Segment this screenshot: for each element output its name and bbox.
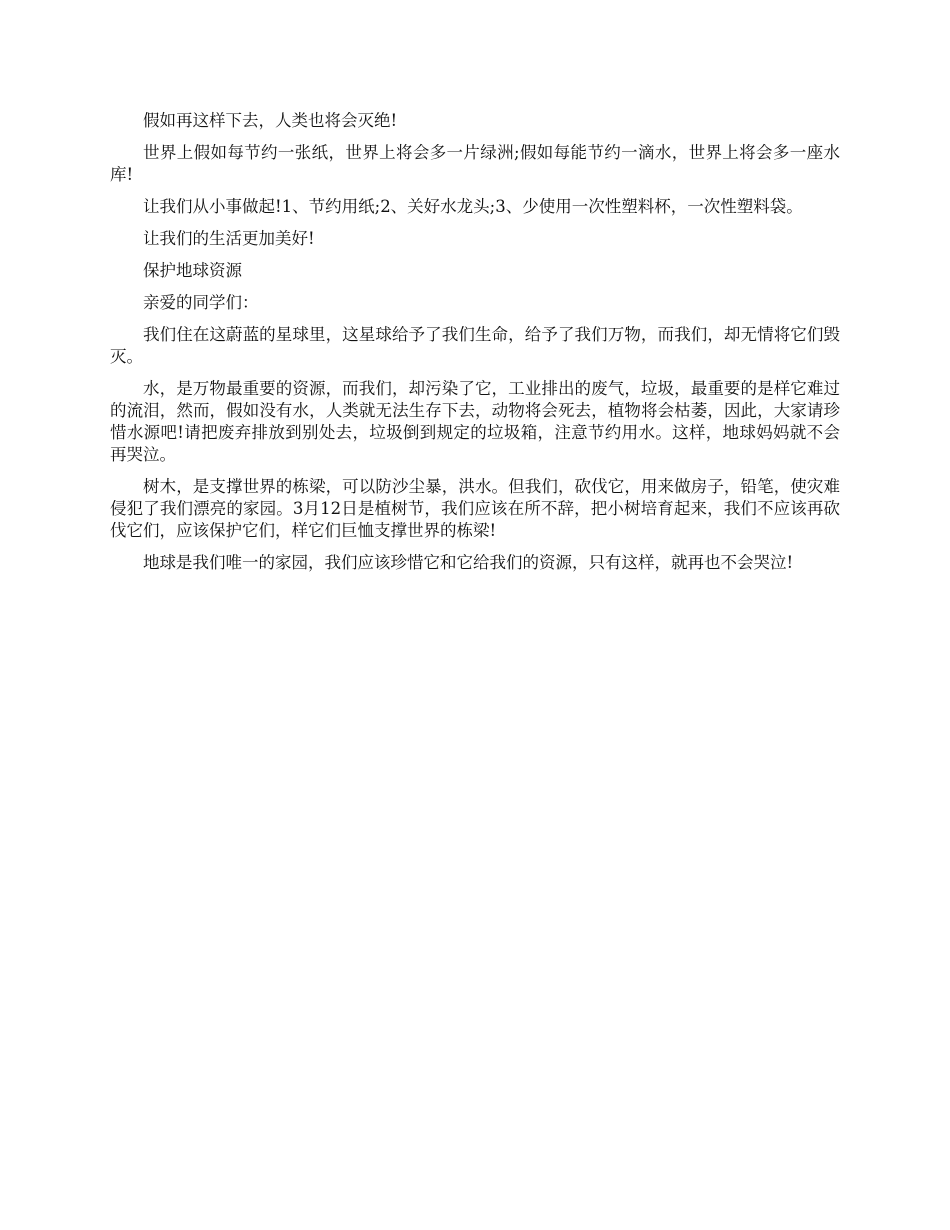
paragraph: 水，是万物最重要的资源，而我们，却污染了它，工业排出的废气，垃圾，最重要的是样它难过的流泪，然而，假如没有水，人类就无法生存下去，动物将会死去，植物将会枯萎，因此，大家请珍惜水源吧!请把废弃排放到别处去，垃圾倒到规定的垃圾箱，注意节约用水。这样，地球妈妈就不会再哭泣。	[110, 379, 840, 464]
document-body	[110, 110, 840, 584]
paragraph: 让我们的生活更加美好!	[143, 229, 315, 248]
salutation: 亲爱的同学们：	[143, 293, 259, 312]
paragraph: 树木，是支撑世界的栋梁，可以防沙尘暴，洪水。但我们，砍伐它，用来做房子，铅笔，使灾难侵犯了我们漂亮的家园。3月12日是植树节，我们应该在所不辞，把小树培育起来，我们不应该再砍伐它们，应该保护它们，样它们巨恤支撑世界的栋梁!	[110, 477, 840, 540]
paragraph: 假如再这样下去，人类也将会灭绝!	[143, 111, 398, 130]
paragraph: 世界上假如每节约一张纸，世界上将会多一片绿洲;假如每能节约一滴水，世界上将会多一座水库!	[110, 143, 840, 184]
paragraph: 我们住在这蔚蓝的星球里，这星球给予了我们生命，给予了我们万物，而我们，却无情将它们毁灭。	[110, 325, 840, 366]
paragraph: 让我们从小事做起!1、节约用纸;2、关好水龙头;3、少使用一次性塑料杯，一次性塑料袋。	[143, 197, 803, 216]
paragraph: 地球是我们唯一的家园，我们应该珍惜它和它给我们的资源，只有这样，就再也不会哭泣!	[143, 553, 794, 572]
section-heading: 保护地球资源	[143, 261, 242, 280]
